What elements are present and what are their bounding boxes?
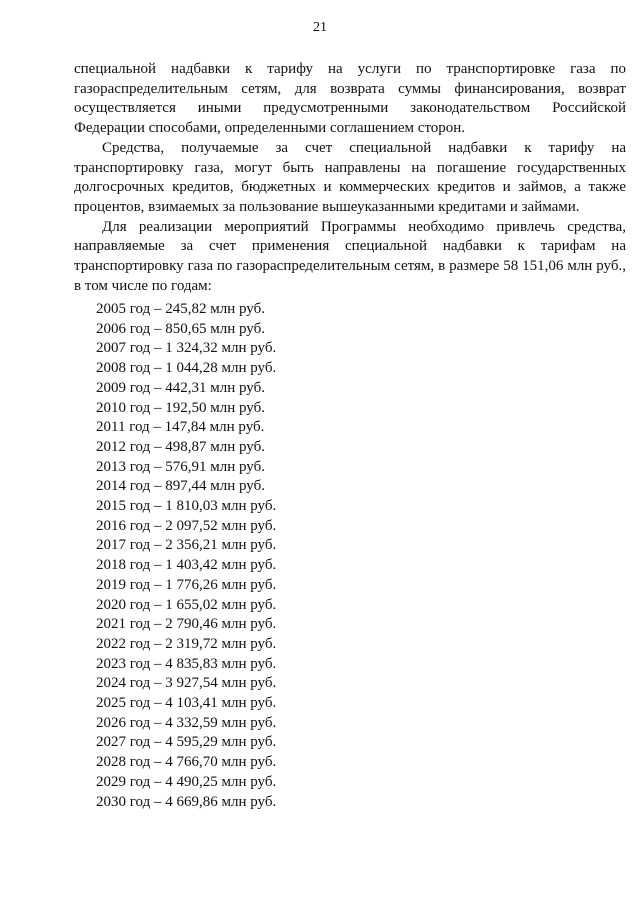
- list-item: 2011 год – 147,84 млн руб.: [96, 419, 265, 436]
- list-item: 2029 год – 4 490,25 млн руб.: [96, 773, 277, 790]
- list-item: 2014 год – 897,44 млн руб.: [96, 478, 265, 495]
- list-item: 2020 год – 1 655,02 млн руб.: [96, 596, 277, 613]
- list-item: 2027 год – 4 595,29 млн руб.: [96, 734, 277, 751]
- list-item: 2030 год – 4 669,86 млн руб.: [96, 793, 277, 810]
- list-item: 2026 год – 4 332,59 млн руб.: [96, 714, 277, 731]
- list-item: 2005 год – 245,82 млн руб.: [96, 301, 265, 317]
- list-item: 2017 год – 2 356,21 млн руб.: [96, 537, 277, 554]
- page-number: 21: [313, 20, 327, 35]
- list-item: 2009 год – 442,31 млн руб.: [96, 379, 265, 396]
- list-item: 2012 год – 498,87 млн руб.: [96, 438, 265, 455]
- list-item: 2028 год – 4 766,70 млн руб.: [96, 754, 277, 771]
- list-item: 2025 год – 4 103,41 млн руб.: [96, 695, 277, 712]
- list-item: 2022 год – 2 319,72 млн руб.: [96, 635, 277, 652]
- list-item: 2008 год – 1 044,28 млн руб.: [96, 360, 277, 377]
- list-item: 2023 год – 4 835,83 млн руб.: [96, 655, 277, 672]
- document-body: [74, 60, 626, 296]
- paragraph-funds-usage: Средства, получаемые за счет специальной надбавки к тарифу на транспортировку газа, могут быть направлены на погашение государственных долгосрочных кредитов, бюджетных и коммерческих кредитов и займов, а также процентов, взимаемых за пользование вышеуказанными кредитами и займами.: [74, 139, 626, 215]
- list-item: 2013 год – 576,91 млн руб.: [96, 458, 265, 475]
- list-item: 2019 год – 1 776,26 млн руб.: [96, 576, 277, 593]
- list-item: 2016 год – 2 097,52 млн руб.: [96, 517, 277, 534]
- paragraph-continuation: специальной надбавки к тарифу на услуги по транспортировке газа по газораспределительным сетям, для возврата суммы финансирования, возврат осуществляется иными предусмотренными законодательством Российской Федерации способами, определенными соглашением сторон.: [74, 61, 626, 137]
- list-item: 2015 год – 1 810,03 млн руб.: [96, 498, 277, 515]
- list-item: 2010 год – 192,50 млн руб.: [96, 399, 265, 416]
- list-item: 2006 год – 850,65 млн руб.: [96, 320, 265, 337]
- list-item: 2024 год – 3 927,54 млн руб.: [96, 675, 277, 692]
- list-item: 2018 год – 1 403,42 млн руб.: [96, 557, 277, 574]
- list-item: 2007 год – 1 324,32 млн руб.: [96, 340, 277, 357]
- paragraph-program-funding: Для реализации мероприятий Программы необходимо привлечь средства, направляемые за счет применения специальной надбавки к тарифам на транспортировку газа по газораспределительным сетям, в размере 58 151,06 млн руб., в том числе по годам:: [74, 218, 626, 294]
- yearly-funding-list: [96, 300, 276, 812]
- list-item: 2021 год – 2 790,46 млн руб.: [96, 616, 277, 633]
